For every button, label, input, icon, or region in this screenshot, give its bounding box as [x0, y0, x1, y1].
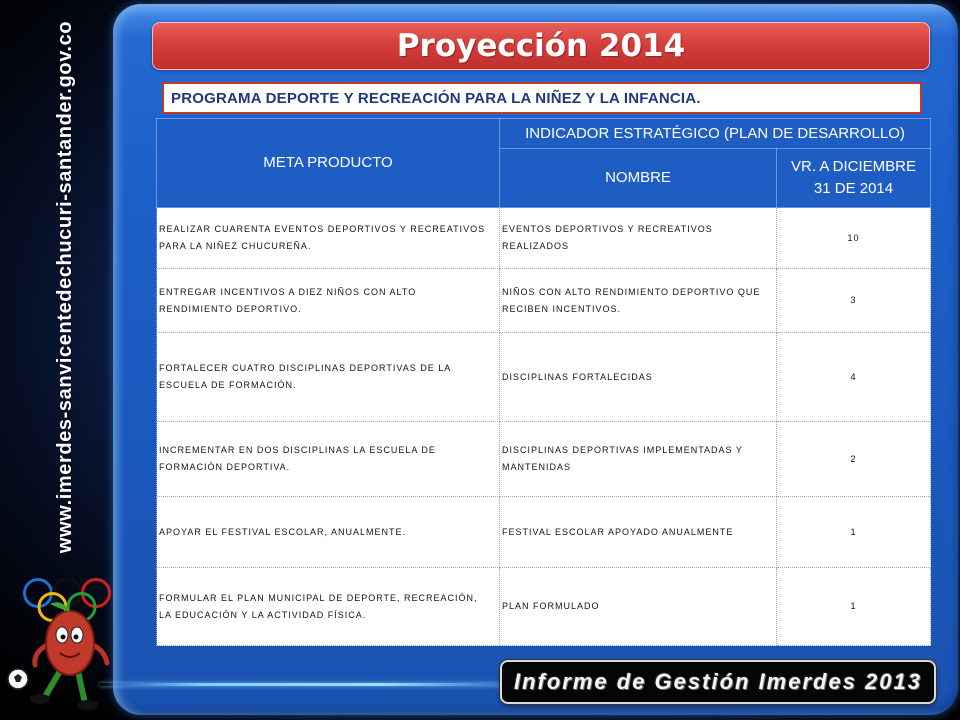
website-url: www.imerdes-sanvicentedechucuri-santander.gov.co: [54, 20, 76, 554]
footer-banner-text: Informe de Gestión Imerdes 2013: [513, 669, 923, 694]
cell-meta-producto: APOYAR EL FESTIVAL ESCOLAR, ANUALMENTE.: [157, 497, 500, 568]
mascot-body: [46, 611, 94, 675]
cell-nombre: NIÑOS CON ALTO RENDIMIENTO DEPORTIVO QUE RECIBEN INCENTIVOS.: [500, 269, 777, 333]
cell-valor: 10: [777, 208, 931, 269]
mascot-arm: [93, 645, 107, 663]
slide-title: Proyección 2014: [396, 28, 686, 64]
cell-valor: 2: [777, 422, 931, 497]
footer-banner: [500, 660, 936, 704]
cell-valor: 4: [777, 333, 931, 422]
cell-meta-producto: REALIZAR CUARENTA EVENTOS DEPORTIVOS Y RECREATIVOS PARA LA NIÑEZ CHUCUREÑA.: [157, 208, 500, 269]
cell-nombre: EVENTOS DEPORTIVOS Y RECREATIVOS REALIZADOS: [500, 208, 777, 269]
mascot-leg: [78, 671, 84, 699]
cell-nombre: FESTIVAL ESCOLAR APOYADO ANUALMENTE: [500, 497, 777, 568]
mascot-arm: [35, 645, 47, 665]
mascot-shoe: [77, 700, 99, 710]
program-banner: [162, 82, 922, 114]
decorative-line: [100, 683, 505, 686]
header-indicador-estrategico: INDICADOR ESTRATÉGICO (PLAN DE DESARROLLO): [500, 119, 931, 149]
mascot-leaf: [50, 602, 70, 612]
cell-valor: 3: [777, 269, 931, 333]
header-nombre: NOMBRE: [500, 149, 777, 208]
mascot-leg: [46, 671, 60, 695]
header-valor: VR. A DICIEMBRE 31 DE 2014: [777, 149, 931, 208]
cell-nombre: DISCIPLINAS DEPORTIVAS IMPLEMENTADAS Y MANTENIDAS: [500, 422, 777, 497]
table-row: [157, 422, 931, 497]
table-row: [157, 497, 931, 568]
projection-table: [156, 118, 931, 646]
cell-meta-producto: FORTALECER CUATRO DISCIPLINAS DEPORTIVAS DE LA ESCUELA DE FORMACIÓN.: [157, 333, 500, 422]
cell-valor: 1: [777, 497, 931, 568]
table-row: [157, 568, 931, 646]
table-row: [157, 208, 931, 269]
table-row: [157, 333, 931, 422]
title-bar: [152, 22, 930, 70]
mascot-illustration: [0, 595, 115, 720]
header-meta-producto: META PRODUCTO: [157, 119, 500, 208]
mascot-shoe: [30, 694, 50, 704]
cell-meta-producto: INCREMENTAR EN DOS DISCIPLINAS LA ESCUELA DE FORMACIÓN DEPORTIVA.: [157, 422, 500, 497]
cell-nombre: DISCIPLINAS FORTALECIDAS: [500, 333, 777, 422]
cell-valor: 1: [777, 568, 931, 646]
cell-nombre: PLAN FORMULADO: [500, 568, 777, 646]
program-title: PROGRAMA DEPORTE Y RECREACIÓN PARA LA NIÑEZ Y LA INFANCIA.: [171, 89, 701, 107]
table-row: [157, 269, 931, 333]
table-header-row: [157, 119, 931, 149]
soccer-ball-icon: [8, 669, 28, 689]
cell-meta-producto: FORMULAR EL PLAN MUNICIPAL DE DEPORTE, RECREACIÓN, LA EDUCACIÓN Y LA ACTIVIDAD FÍSICA.: [157, 568, 500, 646]
cell-meta-producto: ENTREGAR INCENTIVOS A DIEZ NIÑOS CON ALTO RENDIMIENTO DEPORTIVO.: [157, 269, 500, 333]
